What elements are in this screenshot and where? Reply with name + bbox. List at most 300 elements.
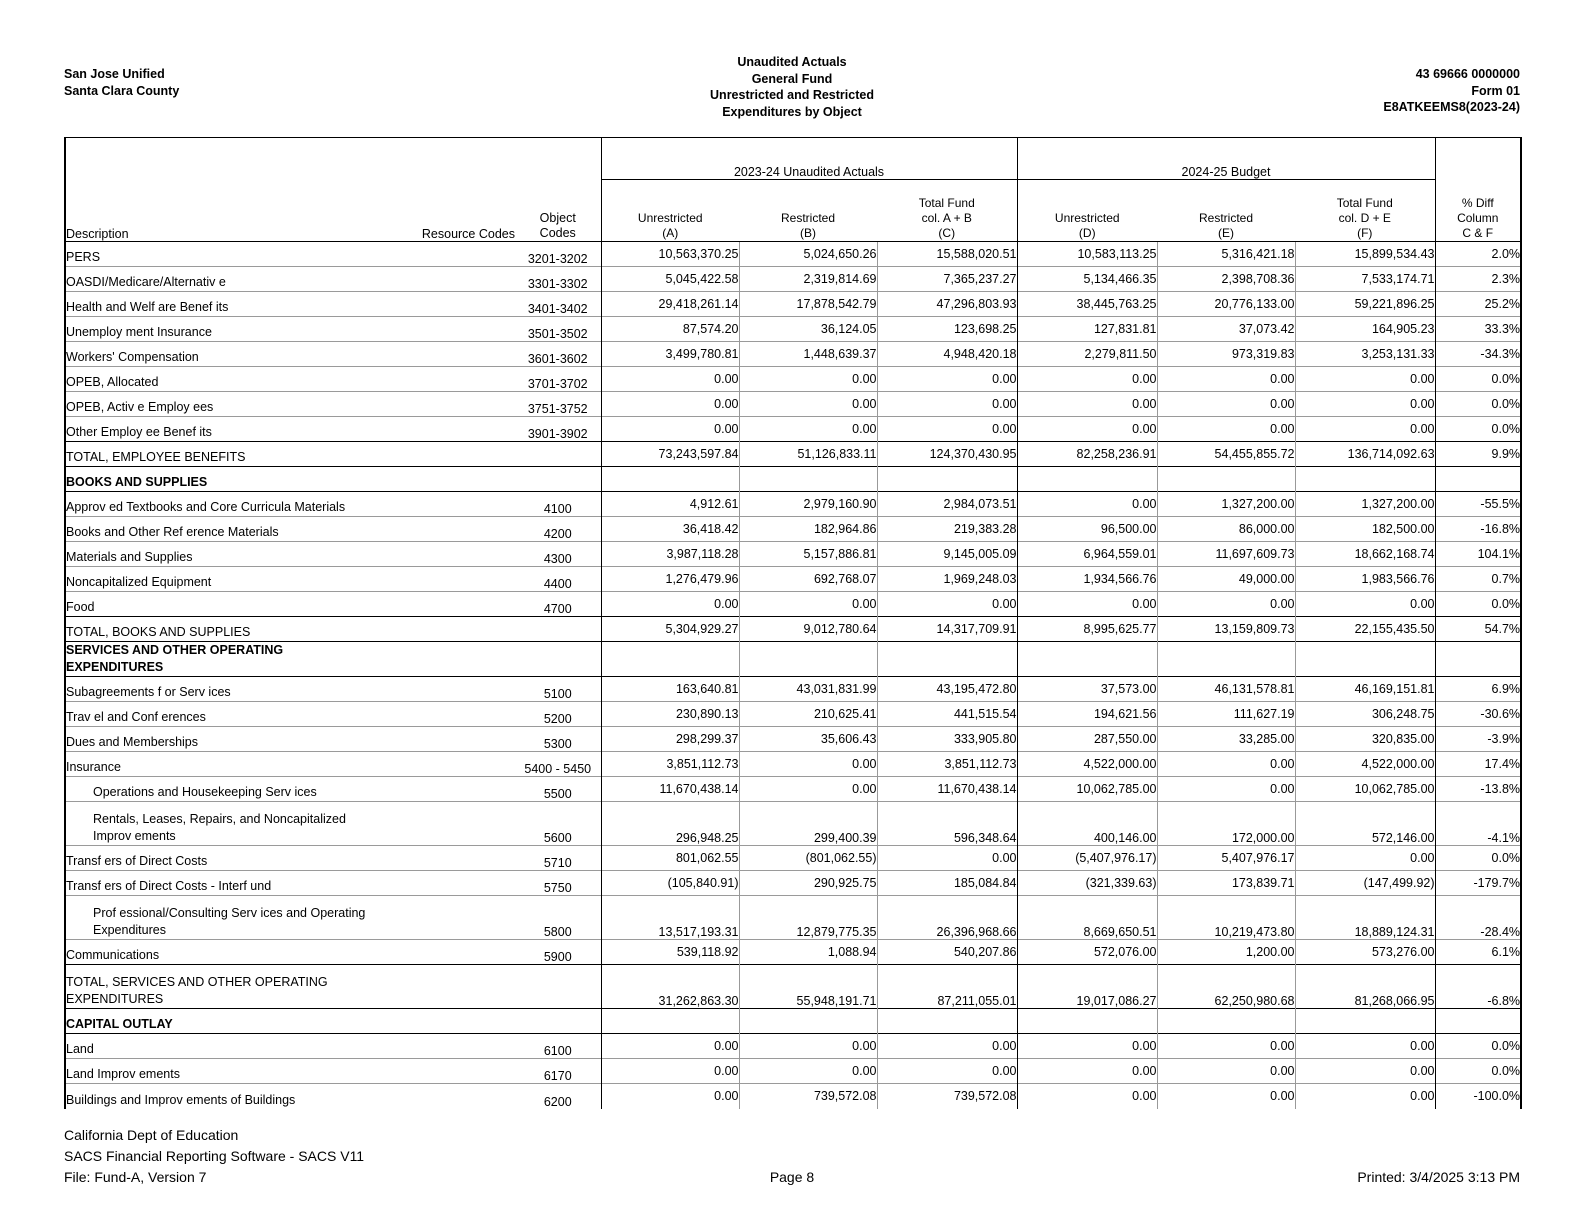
cell-unrestricted-actual: 13,517,193.31	[601, 896, 739, 940]
cell-total-budget: 10,062,785.00	[1295, 777, 1435, 802]
cell-total-actual	[877, 1009, 1017, 1034]
cell-restricted-actual: 2,319,814.69	[739, 267, 877, 292]
cell-unrestricted-actual: 11,670,438.14	[601, 777, 739, 802]
cell-total-actual: 185,084.84	[877, 871, 1017, 896]
cell-total-budget: 18,889,124.31	[1295, 896, 1435, 940]
report-type: Unaudited Actuals	[737, 55, 847, 69]
column-header-row	[65, 180, 1521, 242]
cell-unrestricted-actual: 10,563,370.25	[601, 242, 739, 267]
cell-restricted-budget: 5,407,976.17	[1157, 846, 1295, 871]
row-resource-codes	[383, 727, 515, 752]
row-description: Trav el and Conf erences	[65, 702, 383, 727]
cell-total-budget: 0.00	[1295, 417, 1435, 442]
cell-total-actual: 123,698.25	[877, 317, 1017, 342]
footer-bottom-row	[64, 1167, 1520, 1188]
row-description: OPEB, Activ e Employ ees	[65, 392, 383, 417]
cell-restricted-actual: 290,925.75	[739, 871, 877, 896]
row-resource-codes	[383, 517, 515, 542]
table-row	[65, 517, 1521, 542]
row-description: SERVICES AND OTHER OPERATING EXPENDITURES	[65, 642, 383, 677]
row-object-codes: 5600	[515, 802, 601, 846]
cell-total-budget: 18,662,168.74	[1295, 542, 1435, 567]
cell-restricted-budget: 0.00	[1157, 1059, 1295, 1084]
cell-pct-diff: 0.0%	[1435, 1059, 1521, 1084]
col-header-resource-codes: Resource Codes	[383, 180, 515, 242]
row-description: OASDI/Medicare/Alternativ e	[65, 267, 383, 292]
header-center-block	[64, 54, 1520, 120]
cell-restricted-budget: 11,697,609.73	[1157, 542, 1295, 567]
cell-unrestricted-budget: 82,258,236.91	[1017, 442, 1157, 467]
cell-total-budget: 1,983,566.76	[1295, 567, 1435, 592]
cell-unrestricted-actual	[601, 1009, 739, 1034]
cell-total-budget: 0.00	[1295, 1084, 1435, 1109]
row-resource-codes	[383, 965, 515, 1009]
row-description: TOTAL, SERVICES AND OTHER OPERATING EXPENDITURES	[65, 965, 383, 1009]
cell-total-actual: 0.00	[877, 1034, 1017, 1059]
table-row	[65, 242, 1521, 267]
row-object-codes: 3751-3752	[515, 392, 601, 417]
row-object-codes: 5200	[515, 702, 601, 727]
cell-unrestricted-budget: 0.00	[1017, 1084, 1157, 1109]
cell-unrestricted-actual: 296,948.25	[601, 802, 739, 846]
cell-total-actual: 2,984,073.51	[877, 492, 1017, 517]
cell-pct-diff: -100.0%	[1435, 1084, 1521, 1109]
cell-restricted-budget: 0.00	[1157, 417, 1295, 442]
row-resource-codes	[383, 392, 515, 417]
cell-total-budget: 1,327,200.00	[1295, 492, 1435, 517]
cell-total-budget: 0.00	[1295, 367, 1435, 392]
cell-total-budget: 0.00	[1295, 846, 1435, 871]
cell-total-budget: 15,899,534.43	[1295, 242, 1435, 267]
row-description: Land	[65, 1034, 383, 1059]
cell-total-actual: 0.00	[877, 1059, 1017, 1084]
row-description: Prof essional/Consulting Serv ices and Operating Expenditures	[65, 896, 383, 940]
cell-pct-diff: -3.9%	[1435, 727, 1521, 752]
table-row	[65, 965, 1521, 1009]
object-codes-line1: Object	[539, 211, 576, 225]
cell-unrestricted-actual: 163,640.81	[601, 677, 739, 702]
table-row	[65, 896, 1521, 940]
cell-restricted-budget: 5,316,421.18	[1157, 242, 1295, 267]
cell-restricted-actual: 0.00	[739, 1059, 877, 1084]
cell-total-actual: 14,317,709.91	[877, 617, 1017, 642]
cell-pct-diff: 0.0%	[1435, 1034, 1521, 1059]
cell-restricted-actual: 0.00	[739, 777, 877, 802]
cell-unrestricted-actual: 0.00	[601, 392, 739, 417]
cell-total-budget: 81,268,066.95	[1295, 965, 1435, 1009]
row-object-codes: 5800	[515, 896, 601, 940]
row-object-codes: 5500	[515, 777, 601, 802]
row-resource-codes	[383, 467, 515, 492]
row-description: Health and Welf are Benef its	[65, 292, 383, 317]
cell-restricted-budget: 13,159,809.73	[1157, 617, 1295, 642]
row-description: Workers' Compensation	[65, 342, 383, 367]
col-e-line1: Restricted	[1198, 211, 1254, 225]
cell-unrestricted-actual: 0.00	[601, 1059, 739, 1084]
col-header-c	[877, 180, 1017, 242]
cell-unrestricted-budget: 572,076.00	[1017, 940, 1157, 965]
cell-total-actual: 0.00	[877, 392, 1017, 417]
col-f-line2: col. D + E	[1338, 211, 1391, 225]
cell-unrestricted-actual	[601, 642, 739, 677]
row-object-codes	[515, 617, 601, 642]
row-resource-codes	[383, 677, 515, 702]
row-object-codes: 6170	[515, 1059, 601, 1084]
cell-restricted-actual: 210,625.41	[739, 702, 877, 727]
cell-pct-diff: -28.4%	[1435, 896, 1521, 940]
row-resource-codes	[383, 617, 515, 642]
group-header-actuals: 2023-24 Unaudited Actuals	[601, 138, 1017, 180]
row-description: Transf ers of Direct Costs	[65, 846, 383, 871]
cell-restricted-budget: 1,200.00	[1157, 940, 1295, 965]
cell-unrestricted-budget: 0.00	[1017, 392, 1157, 417]
row-description: Noncapitalized Equipment	[65, 567, 383, 592]
form-checksum: E8ATKEEMS8(2023-24)	[1383, 100, 1520, 114]
table-row	[65, 702, 1521, 727]
cell-total-actual: 219,383.28	[877, 517, 1017, 542]
cell-restricted-budget: 0.00	[1157, 752, 1295, 777]
footer-software: SACS Financial Reporting Software - SACS V11	[64, 1148, 365, 1164]
table-row	[65, 392, 1521, 417]
row-resource-codes	[383, 777, 515, 802]
cell-pct-diff: 2.3%	[1435, 267, 1521, 292]
row-resource-codes	[383, 871, 515, 896]
cell-unrestricted-actual: 298,299.37	[601, 727, 739, 752]
table-row	[65, 617, 1521, 642]
cell-restricted-actual: 739,572.08	[739, 1084, 877, 1109]
row-object-codes: 5750	[515, 871, 601, 896]
cell-restricted-actual: 0.00	[739, 752, 877, 777]
cell-total-actual: 3,851,112.73	[877, 752, 1017, 777]
table-row	[65, 542, 1521, 567]
cell-restricted-actual: 51,126,833.11	[739, 442, 877, 467]
cell-restricted-actual	[739, 642, 877, 677]
cell-total-budget: 59,221,896.25	[1295, 292, 1435, 317]
col-d-line2: (D)	[1078, 226, 1096, 240]
row-description: Other Employ ee Benef its	[65, 417, 383, 442]
row-resource-codes	[383, 367, 515, 392]
cell-unrestricted-budget: 19,017,086.27	[1017, 965, 1157, 1009]
cell-restricted-actual: 12,879,775.35	[739, 896, 877, 940]
cell-total-budget: 572,146.00	[1295, 802, 1435, 846]
cell-pct-diff: -4.1%	[1435, 802, 1521, 846]
cell-unrestricted-actual: 0.00	[601, 367, 739, 392]
cell-pct-diff: 17.4%	[1435, 752, 1521, 777]
cell-total-budget: (147,499.92)	[1295, 871, 1435, 896]
cell-restricted-budget: 0.00	[1157, 1034, 1295, 1059]
cell-restricted-actual: 36,124.05	[739, 317, 877, 342]
cell-total-budget: 320,835.00	[1295, 727, 1435, 752]
cell-unrestricted-actual: 31,262,863.30	[601, 965, 739, 1009]
cell-restricted-budget: 0.00	[1157, 392, 1295, 417]
row-resource-codes	[383, 267, 515, 292]
form-number: Form 01	[1471, 83, 1520, 98]
cell-unrestricted-budget: 287,550.00	[1017, 727, 1157, 752]
cell-restricted-budget: 20,776,133.00	[1157, 292, 1295, 317]
row-object-codes: 3901-3902	[515, 417, 601, 442]
cell-unrestricted-budget: 194,621.56	[1017, 702, 1157, 727]
col-header-description: Description	[65, 180, 383, 242]
cell-total-actual: 15,588,020.51	[877, 242, 1017, 267]
cell-total-budget	[1295, 1009, 1435, 1034]
row-description: Rentals, Leases, Repairs, and Noncapitalized Improv ements	[65, 802, 383, 846]
cell-restricted-budget: 0.00	[1157, 367, 1295, 392]
cell-restricted-budget: 37,073.42	[1157, 317, 1295, 342]
cell-pct-diff: 0.0%	[1435, 846, 1521, 871]
table-row	[65, 1059, 1521, 1084]
cell-restricted-budget	[1157, 1009, 1295, 1034]
table-row	[65, 592, 1521, 617]
table-row	[65, 1034, 1521, 1059]
row-object-codes: 5900	[515, 940, 601, 965]
cell-restricted-actual: 1,088.94	[739, 940, 877, 965]
cell-unrestricted-actual: 0.00	[601, 1084, 739, 1109]
cell-total-actual: 596,348.64	[877, 802, 1017, 846]
cell-unrestricted-actual: 0.00	[601, 417, 739, 442]
table-row	[65, 342, 1521, 367]
row-description: Dues and Memberships	[65, 727, 383, 752]
table-row	[65, 802, 1521, 846]
table-row	[65, 642, 1521, 677]
cell-unrestricted-budget: 37,573.00	[1017, 677, 1157, 702]
cell-unrestricted-actual: 4,912.61	[601, 492, 739, 517]
cell-pct-diff: 0.0%	[1435, 417, 1521, 442]
cell-total-actual: 43,195,472.80	[877, 677, 1017, 702]
cell-total-actual: 0.00	[877, 846, 1017, 871]
table-row	[65, 846, 1521, 871]
cell-restricted-actual: 692,768.07	[739, 567, 877, 592]
cell-restricted-actual: 0.00	[739, 1034, 877, 1059]
cell-restricted-actual	[739, 467, 877, 492]
col-header-e	[1157, 180, 1295, 242]
col-c-line3: (C)	[938, 226, 956, 240]
header-right-block	[1383, 66, 1520, 116]
cell-unrestricted-budget: 0.00	[1017, 1034, 1157, 1059]
table-row	[65, 367, 1521, 392]
group-header-row	[65, 138, 1521, 180]
cell-restricted-budget: 1,327,200.00	[1157, 492, 1295, 517]
cell-unrestricted-actual: 539,118.92	[601, 940, 739, 965]
cell-pct-diff: -55.5%	[1435, 492, 1521, 517]
cell-unrestricted-actual: 3,851,112.73	[601, 752, 739, 777]
cell-unrestricted-actual: 1,276,479.96	[601, 567, 739, 592]
cell-restricted-actual: 0.00	[739, 392, 877, 417]
col-pct-line3: C & F	[1462, 226, 1494, 240]
cell-total-actual: 9,145,005.09	[877, 542, 1017, 567]
table-body	[65, 242, 1521, 1109]
row-object-codes: 3301-3302	[515, 267, 601, 292]
cell-unrestricted-budget: 10,583,113.25	[1017, 242, 1157, 267]
cell-total-budget: 7,533,174.71	[1295, 267, 1435, 292]
cell-unrestricted-budget: 5,134,466.35	[1017, 267, 1157, 292]
cell-pct-diff: 0.7%	[1435, 567, 1521, 592]
row-object-codes: 4400	[515, 567, 601, 592]
cell-unrestricted-budget: 96,500.00	[1017, 517, 1157, 542]
row-object-codes	[515, 1009, 601, 1034]
cell-restricted-budget	[1157, 642, 1295, 677]
cell-restricted-actual: 55,948,191.71	[739, 965, 877, 1009]
blank-corner-resource	[383, 138, 515, 180]
row-object-codes: 4300	[515, 542, 601, 567]
cell-unrestricted-budget: 10,062,785.00	[1017, 777, 1157, 802]
cell-restricted-actual: 35,606.43	[739, 727, 877, 752]
restriction-scope: Unrestricted and Restricted	[710, 88, 874, 102]
cell-pct-diff: 6.1%	[1435, 940, 1521, 965]
cell-unrestricted-actual: 73,243,597.84	[601, 442, 739, 467]
col-b-line1: Restricted	[780, 211, 836, 225]
table-row	[65, 1084, 1521, 1109]
cell-pct-diff: 0.0%	[1435, 592, 1521, 617]
cell-unrestricted-actual: 36,418.42	[601, 517, 739, 542]
cell-restricted-actual	[739, 1009, 877, 1034]
footer-printed-timestamp: Printed: 3/4/2025 3:13 PM	[1357, 1169, 1520, 1185]
cell-total-actual: 441,515.54	[877, 702, 1017, 727]
col-a-line2: (A)	[662, 226, 679, 240]
col-header-b	[739, 180, 877, 242]
cell-restricted-budget: 49,000.00	[1157, 567, 1295, 592]
row-description: Approv ed Textbooks and Core Curricula Materials	[65, 492, 383, 517]
row-description: Buildings and Improv ements of Buildings	[65, 1084, 383, 1109]
row-resource-codes	[383, 342, 515, 367]
cell-total-actual: 87,211,055.01	[877, 965, 1017, 1009]
cell-restricted-budget: 111,627.19	[1157, 702, 1295, 727]
cell-unrestricted-budget	[1017, 642, 1157, 677]
cell-restricted-actual: 5,024,650.26	[739, 242, 877, 267]
row-description: PERS	[65, 242, 383, 267]
blank-corner-object	[515, 138, 601, 180]
cell-restricted-budget: 62,250,980.68	[1157, 965, 1295, 1009]
cell-total-actual: 333,905.80	[877, 727, 1017, 752]
cell-restricted-actual: 43,031,831.99	[739, 677, 877, 702]
footer-file: File: Fund-A, Version 7	[64, 1169, 207, 1185]
row-resource-codes	[383, 896, 515, 940]
row-resource-codes	[383, 567, 515, 592]
col-pct-line2: Column	[1457, 211, 1499, 225]
cell-total-budget: 0.00	[1295, 1034, 1435, 1059]
cell-unrestricted-actual: 3,987,118.28	[601, 542, 739, 567]
col-c-line1: Total Fund	[918, 196, 975, 210]
row-description: BOOKS AND SUPPLIES	[65, 467, 383, 492]
row-object-codes: 3201-3202	[515, 242, 601, 267]
cell-unrestricted-budget: 6,964,559.01	[1017, 542, 1157, 567]
cell-restricted-actual: 17,878,542.79	[739, 292, 877, 317]
row-object-codes	[515, 642, 601, 677]
cell-unrestricted-budget: 127,831.81	[1017, 317, 1157, 342]
district-name: San Jose Unified	[64, 67, 165, 81]
col-e-line2: (E)	[1218, 226, 1234, 240]
cell-total-actual	[877, 467, 1017, 492]
cell-pct-diff: 104.1%	[1435, 542, 1521, 567]
row-object-codes: 3701-3702	[515, 367, 601, 392]
cell-restricted-actual: 182,964.86	[739, 517, 877, 542]
cell-restricted-budget: 10,219,473.80	[1157, 896, 1295, 940]
row-resource-codes	[383, 940, 515, 965]
cell-pct-diff: -34.3%	[1435, 342, 1521, 367]
col-a-line1: Unrestricted	[637, 211, 703, 225]
col-c-line2: col. A + B	[921, 211, 972, 225]
row-resource-codes	[383, 1059, 515, 1084]
cell-total-budget: 3,253,131.33	[1295, 342, 1435, 367]
county-name: Santa Clara County	[64, 83, 180, 98]
row-resource-codes	[383, 292, 515, 317]
col-b-line2: (B)	[800, 226, 816, 240]
blank-corner-pct	[1435, 138, 1521, 180]
cell-unrestricted-budget: 400,146.00	[1017, 802, 1157, 846]
col-pct-line1: % Diff	[1461, 196, 1494, 210]
row-description: Materials and Supplies	[65, 542, 383, 567]
cell-pct-diff: -179.7%	[1435, 871, 1521, 896]
cell-restricted-budget: 33,285.00	[1157, 727, 1295, 752]
table-row	[65, 467, 1521, 492]
cell-unrestricted-actual	[601, 467, 739, 492]
row-resource-codes	[383, 542, 515, 567]
cds-code: 43 69666 0000000	[1415, 67, 1520, 81]
row-resource-codes	[383, 442, 515, 467]
cell-total-actual: 26,396,968.66	[877, 896, 1017, 940]
row-object-codes: 5710	[515, 846, 601, 871]
row-resource-codes	[383, 1034, 515, 1059]
row-description: Operations and Housekeeping Serv ices	[65, 777, 383, 802]
cell-pct-diff: 6.9%	[1435, 677, 1521, 702]
cell-pct-diff: 2.0%	[1435, 242, 1521, 267]
table-row	[65, 492, 1521, 517]
cell-restricted-budget: 172,000.00	[1157, 802, 1295, 846]
cell-unrestricted-actual: 801,062.55	[601, 846, 739, 871]
cell-restricted-budget: 0.00	[1157, 592, 1295, 617]
col-header-pct-diff	[1435, 180, 1521, 242]
cell-total-budget: 0.00	[1295, 392, 1435, 417]
cell-total-actual: 11,670,438.14	[877, 777, 1017, 802]
cell-pct-diff: 54.7%	[1435, 617, 1521, 642]
row-object-codes: 4700	[515, 592, 601, 617]
report-subtitle: Expenditures by Object	[722, 104, 862, 119]
cell-pct-diff: 0.0%	[1435, 392, 1521, 417]
cell-total-budget: 4,522,000.00	[1295, 752, 1435, 777]
table-row	[65, 567, 1521, 592]
row-object-codes: 3501-3502	[515, 317, 601, 342]
cell-total-budget: 164,905.23	[1295, 317, 1435, 342]
fund-name: General Fund	[751, 71, 833, 86]
cell-restricted-actual: 2,979,160.90	[739, 492, 877, 517]
cell-total-budget	[1295, 642, 1435, 677]
cell-total-actual: 0.00	[877, 417, 1017, 442]
row-resource-codes	[383, 752, 515, 777]
table-row	[65, 677, 1521, 702]
cell-total-budget: 573,276.00	[1295, 940, 1435, 965]
cell-total-actual: 0.00	[877, 367, 1017, 392]
cell-unrestricted-budget: 2,279,811.50	[1017, 342, 1157, 367]
expenditures-by-object-table	[64, 137, 1522, 1109]
table-head	[65, 138, 1521, 242]
footer-agency: California Dept of Education	[64, 1127, 239, 1143]
row-resource-codes	[383, 1009, 515, 1034]
cell-unrestricted-budget: 4,522,000.00	[1017, 752, 1157, 777]
cell-unrestricted-actual: 29,418,261.14	[601, 292, 739, 317]
cell-unrestricted-actual: 87,574.20	[601, 317, 739, 342]
cell-total-actual: 47,296,803.93	[877, 292, 1017, 317]
cell-pct-diff: -16.8%	[1435, 517, 1521, 542]
footer-page-number: Page 8	[769, 1169, 815, 1185]
cell-restricted-actual: 0.00	[739, 592, 877, 617]
table-row	[65, 1009, 1521, 1034]
row-object-codes: 5300	[515, 727, 601, 752]
document-header	[64, 0, 1520, 134]
col-d-line1: Unrestricted	[1054, 211, 1120, 225]
row-description: Food	[65, 592, 383, 617]
row-resource-codes	[383, 1084, 515, 1109]
cell-total-actual: 540,207.86	[877, 940, 1017, 965]
row-object-codes: 6200	[515, 1084, 601, 1109]
